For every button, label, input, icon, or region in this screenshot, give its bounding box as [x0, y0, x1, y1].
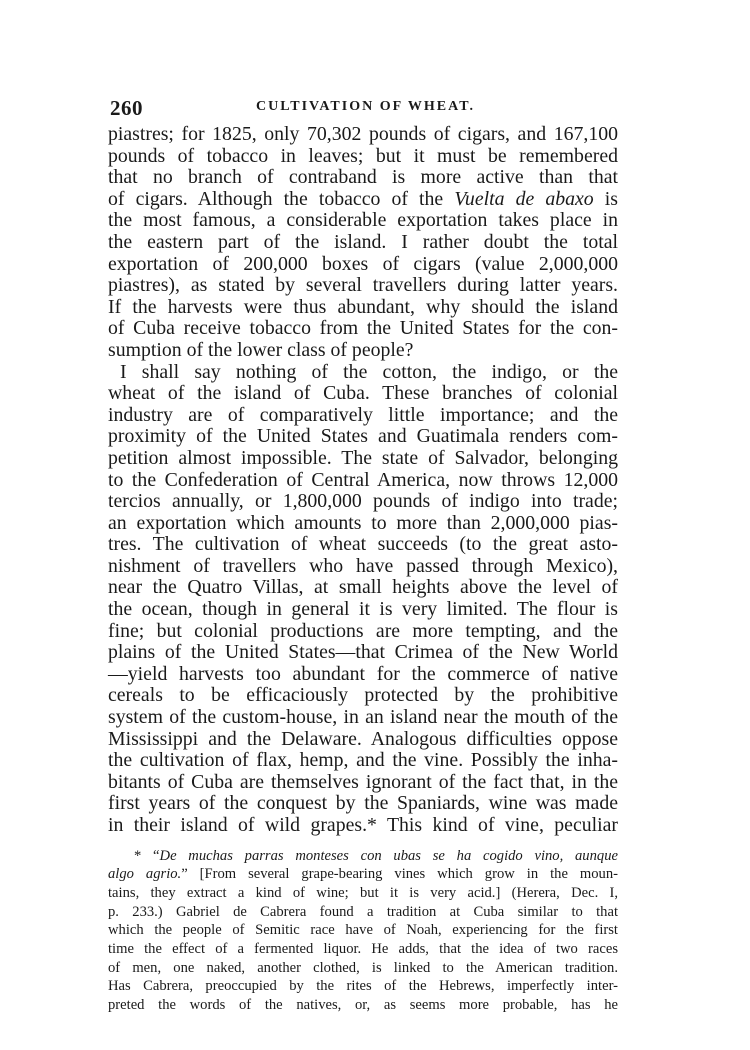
- body-line: the ocean, though in general it is very limited. The flour is: [108, 598, 618, 621]
- body-line: exportation of 200,000 boxes of cigars (value 2,000,000: [108, 252, 618, 275]
- body-line: plains of the United States—that Crimea of the New World: [108, 641, 618, 664]
- body-line: that no branch of contraband is more active than that: [108, 166, 618, 189]
- body-line: industry are of comparatively little importance; and the: [108, 403, 618, 426]
- body-line: piastres; for 1825, only 70,302 pounds of cigars, and 167,100: [108, 123, 618, 145]
- body-line: wheat of the island of Cuba. These branches of colonial: [108, 382, 618, 405]
- body-line: the most famous, a considerable exportation takes place in: [108, 209, 618, 232]
- body-line: the cultivation of flax, hemp, and the vine. Possibly the inha-: [108, 749, 618, 772]
- body-line: pounds of tobacco in leaves; but it must be remembered: [108, 144, 618, 167]
- italic-phrase: De muchas parras monteses con ubas se ha cogido vino, aunque: [159, 847, 618, 864]
- body-line: tres. The cultivation of wheat succeeds (to the great asto-: [108, 533, 618, 556]
- body-line: first years of the conquest by the Spaniards, wine was made: [108, 792, 618, 815]
- running-head: [108, 92, 618, 122]
- page-number: 260: [110, 96, 143, 120]
- body-text: [108, 124, 618, 837]
- body-line: petition almost impossible. The state of Salvador, belonging: [108, 446, 618, 469]
- footnote-line: of men, one naked, another clothed, is linked to the American tradition.: [108, 959, 618, 976]
- running-title: CULTIVATION OF WHEAT.: [256, 99, 475, 114]
- italic-phrase: algo agrio.: [108, 866, 182, 883]
- body-line: proximity of the United States and Guatimala renders com-: [108, 425, 618, 448]
- body-line: the eastern part of the island. I rather doubt the total: [108, 230, 618, 253]
- footnote-line: [108, 865, 618, 884]
- footnote-text: ” [From several grape-bearing vines which grow in the moun-: [181, 866, 618, 883]
- body-line: an exportation which amounts to more than 2,000,000 pias-: [108, 511, 618, 534]
- footnote-line: which the people of Semitic race have of Noah, experiencing for the first: [108, 922, 618, 939]
- body-line: in their island of wild grapes.* This kind of vine, peculiar: [108, 814, 618, 836]
- body-line-text: of cigars. Although the tobacco of the: [108, 187, 455, 210]
- body-line-text: is: [593, 187, 618, 210]
- body-line: system of the custom-house, in an island near the mouth of the: [108, 706, 618, 729]
- body-line: —yield harvests too abundant for the commerce of native: [108, 662, 618, 685]
- footnote-marker: * “: [134, 847, 160, 864]
- body-line: If the harvests were thus abundant, why should the island: [108, 295, 618, 318]
- footnote-line: p. 233.) Gabriel de Cabrera found a tradition at Cuba similar to that: [108, 903, 618, 920]
- book-page: [108, 92, 618, 1015]
- footnote-line: Has Cabrera, preoccupied by the rites of the Hebrews, imperfectly inter-: [108, 978, 618, 995]
- body-line: Mississippi and the Delaware. Analogous difficulties oppose: [108, 727, 618, 750]
- body-line: tercios annually, or 1,800,000 pounds of indigo into trade;: [108, 490, 618, 513]
- footnote-line: [108, 847, 618, 866]
- body-line: cereals to be efficaciously protected by the prohibitive: [108, 684, 618, 707]
- footnote-line: tains, they extract a kind of wine; but it is very acid.] (Herera, Dec. I,: [108, 884, 618, 901]
- footnote-line: preted the words of the natives, or, as seems more probable, has he: [108, 997, 618, 1014]
- body-line: fine; but colonial productions are more tempting, and the: [108, 619, 618, 642]
- footnotes: [108, 847, 618, 1015]
- footnote-line: time the effect of a fermented liquor. He adds, that the idea of two races: [108, 941, 618, 958]
- body-line: to the Confederation of Central America, now throws 12,000: [108, 468, 618, 491]
- body-line: I shall say nothing of the cotton, the indigo, or the: [120, 360, 618, 383]
- body-line: sumption of the lower class of people?: [108, 338, 414, 361]
- body-line: nishment of travellers who have passed through Mexico),: [108, 554, 618, 577]
- body-line: of Cuba receive tobacco from the United States for the con-: [108, 317, 618, 340]
- italic-phrase: Vuelta de abaxo: [454, 187, 594, 210]
- body-line: near the Quatro Villas, at small heights above the level of: [108, 576, 618, 599]
- body-line: bitants of Cuba are themselves ignorant of the fact that, in the: [108, 770, 618, 793]
- body-line: [108, 189, 618, 211]
- body-line: piastres), as stated by several travellers during latter years.: [108, 274, 618, 297]
